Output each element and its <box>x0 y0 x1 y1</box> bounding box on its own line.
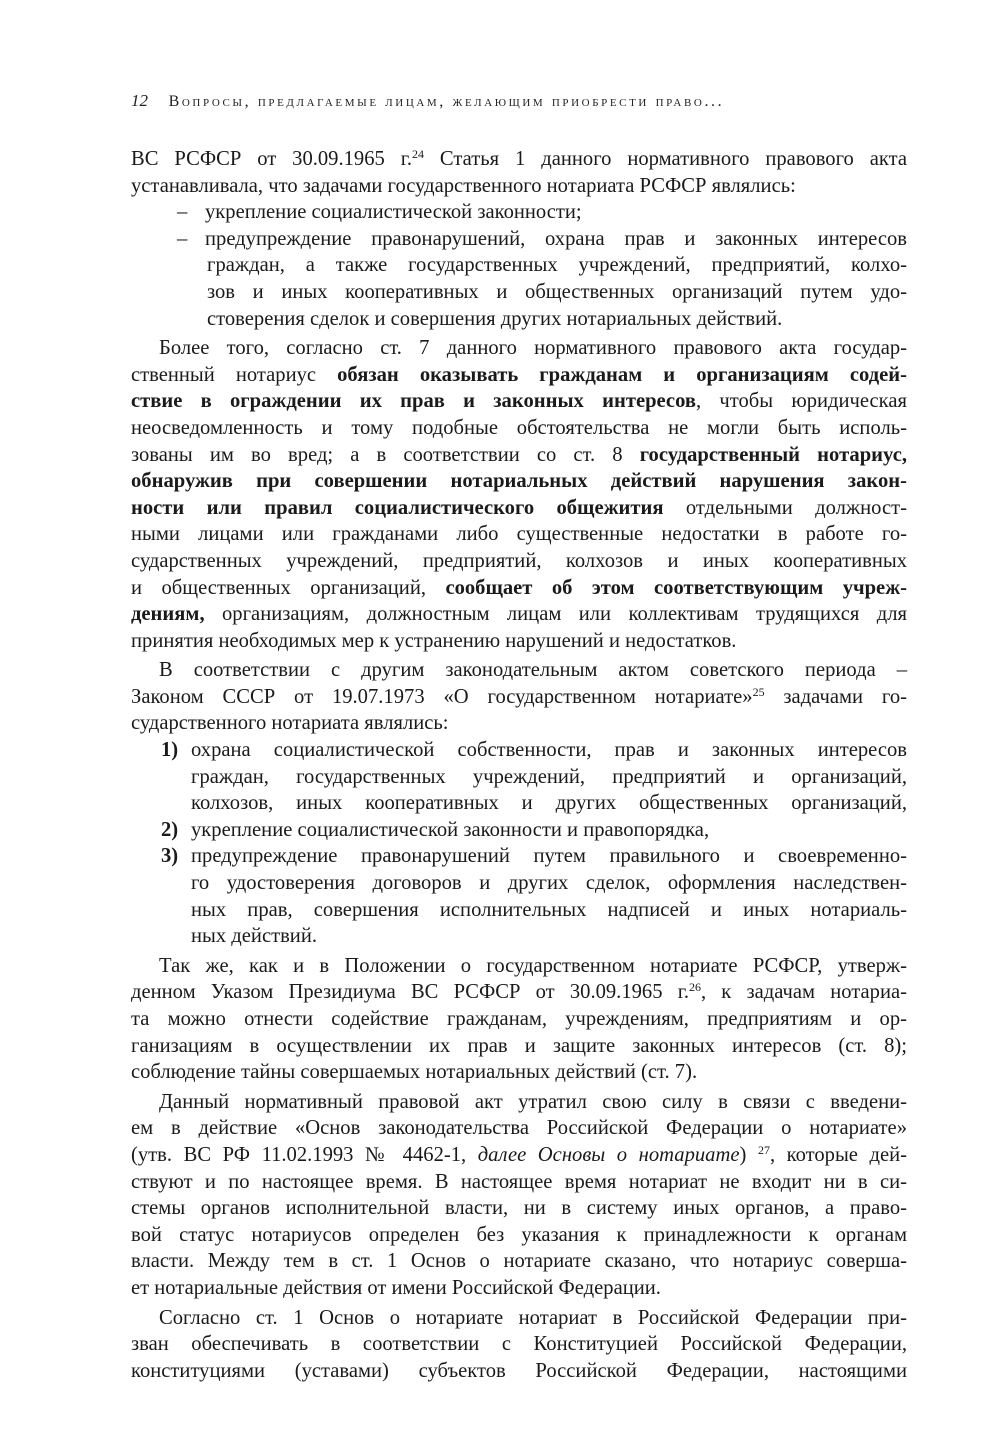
text-line: ствие в ограждении их прав и законных интересов, чтобы юридическая <box>131 390 907 413</box>
text-line: сударственных учреждений, предприятий, колхозов и иных кооперативных <box>131 549 907 572</box>
text-line: денном Указом Президиума ВС РСФСР от 30.09.1965 г.$^{26}$, к задачам нотариа- <box>131 980 907 1004</box>
dash-list <box>131 199 907 332</box>
emphasis-text: сообщает об этом соответствующим учреж- <box>445 576 907 599</box>
text-line: ственный нотариус обязан оказывать гражданам и организациям содей- <box>131 363 908 386</box>
list-item: – укрепление социалистической законности; <box>131 199 907 226</box>
text-line: зван обеспечивать в соответствии с Конституцией Российской Федерации, <box>131 1333 907 1356</box>
paragraph-5 <box>131 1089 907 1302</box>
text-line: зов и иных кооперативных и общественных организаций путем удо- <box>207 280 907 303</box>
text-line: власти. Между тем в ст. 1 Основ о нотариате сказано, что нотариус соверша- <box>131 1250 907 1273</box>
text-line: неосведомленность и тому подобные обстоятельства не могли быть исполь- <box>131 416 907 439</box>
text-line: дениям, организациям, должностным лицам или коллективам трудящихся для <box>131 603 907 626</box>
emphasis-text: обязан оказывать гражданам и организациям содей- <box>337 363 908 386</box>
list-item: 2) укрепление социалистической законности и правопорядка, <box>131 817 907 844</box>
emphasis-text: государственный нотариус, <box>639 443 907 466</box>
text-line: ных действий. <box>191 925 317 948</box>
text-line: Более того, согласно ст. 7 данного нормативного правового акта государ- <box>159 337 907 360</box>
text-line: ными лицами или гражданами либо существенные недостатки в работе го- <box>131 523 907 546</box>
list-item: – предупреждение правонарушений, охрана прав и законных интересов <box>131 226 907 253</box>
text-line: устанавливала, что задачами государственного нотариата РСФСР являлись: <box>131 174 796 197</box>
text-line: и общественных организаций, сообщает об этом соответствующим учреж- <box>131 576 907 599</box>
footnote-ref-24[interactable]: 24 <box>412 147 425 161</box>
list-number: 2) <box>161 818 179 841</box>
list-number: 3) <box>161 845 179 868</box>
text-line: го удостоверения договоров и других сделок, оформления наследствен- <box>191 872 907 895</box>
paragraph-1 <box>131 146 907 199</box>
numbered-list <box>131 737 907 950</box>
footnote-ref-26[interactable]: 26 <box>688 980 701 995</box>
text-line: Данный нормативный правовой акт утратил свою силу в связи с введени- <box>159 1090 907 1113</box>
list-item: 3) предупреждение правонарушений путем правильного и своевременно- <box>131 843 907 870</box>
italic-text: далее Основы о нотариате <box>477 1143 740 1166</box>
text-line: Так же, как и в Положении о государственном нотариате РСФСР, утверж- <box>159 954 907 977</box>
text-line: граждан, государственных учреждений, предприятий и организаций, <box>191 765 907 788</box>
dash-bullet: – <box>177 201 188 224</box>
text-line: ствуют и по настоящее время. В настоящее время нотариат не входит ни в си- <box>131 1170 907 1193</box>
text-line <box>131 468 907 495</box>
text-line: конституциями (уставами) субъектов Российской Федерации, настоящими <box>131 1359 907 1382</box>
text-line: соблюдение тайны совершаемых нотариальных действий (ст. 7). <box>131 1061 698 1084</box>
text-line: колхозов, иных кооперативных и других общественных организаций, <box>191 792 907 815</box>
text-line: В соответствии с другим законодательным актом советского периода – <box>159 659 907 682</box>
text-line: Законом СССР от 19.07.1973 «О государственном нотариате»$^{25}$ задачами го- <box>131 684 907 708</box>
running-header <box>131 88 907 114</box>
running-title: Вопросы, предлагаемые лицам, желающим приобрести право... <box>168 93 725 110</box>
list-number: 1) <box>161 739 179 762</box>
text-line: вой статус нотариусов определен без указания к принадлежности к органам <box>131 1223 907 1246</box>
footnote-ref-27[interactable]: 27 <box>757 1142 770 1157</box>
text-line: ВС РСФСР от 30.09.1965 г.$^{24}$ Статья 1 данного нормативного правового акта <box>131 147 907 170</box>
document-page <box>131 88 907 1384</box>
text-line: ных прав, совершения исполнительных надписей и иных нотариаль- <box>191 898 907 921</box>
text-line: ем в действие «Основ законодательства Российской Федерации о нотариате» <box>131 1117 907 1140</box>
text-line: Согласно ст. 1 Основ о нотариате нотариат в Российской Федерации при- <box>159 1306 907 1329</box>
text-line: стемы органов исполнительной власти, ни в систему иных органов, а право- <box>131 1197 907 1220</box>
text-line: граждан, а также государственных учреждений, предприятий, колхо- <box>207 254 907 277</box>
list-item: 1) охрана социалистической собственности, прав и законных интересов <box>131 737 907 764</box>
paragraph-6 <box>131 1305 907 1385</box>
emphasis-text: ности или правил социалистического общежития <box>131 496 664 519</box>
text-line: ности или правил социалистического общежития отдельными должност- <box>131 496 907 519</box>
paragraph-2 <box>131 335 907 654</box>
paragraph-3 <box>131 657 907 737</box>
page-number: 12 <box>131 91 148 110</box>
emphasis-text: обнаружив при совершении нотариальных действий нарушения закон- <box>131 470 907 493</box>
text-line: ет нотариальные действия от имени Российской Федерации. <box>131 1276 661 1299</box>
emphasis-text: ствие в ограждении их прав и законных интересов <box>131 390 696 413</box>
paragraph-4 <box>131 953 907 1086</box>
emphasis-text: дениям, <box>131 603 205 626</box>
text-line: (утв. ВС РФ 11.02.1993 № 4462-1, далее Основы о нотариате) $^{27}$, которые дей- <box>131 1142 908 1166</box>
footnote-ref-25[interactable]: 25 <box>752 684 765 699</box>
text-line: сударственного нотариата являлись: <box>131 712 449 735</box>
text-line: ганизациям в осуществлении их прав и защите законных интересов (ст. 8); <box>131 1034 907 1057</box>
text-line: та можно отнести содействие гражданам, учреждениям, предприятиям и ор- <box>131 1008 907 1030</box>
dash-bullet: – <box>177 227 188 250</box>
text-line: принятия необходимых мер к устранению нарушений и недостатков. <box>131 629 737 652</box>
text-line: зованы им во вред; а в соответствии со ст. 8 государственный нотариус, <box>131 443 907 466</box>
text-line: стоверения сделок и совершения других нотариальных действий. <box>207 307 783 330</box>
